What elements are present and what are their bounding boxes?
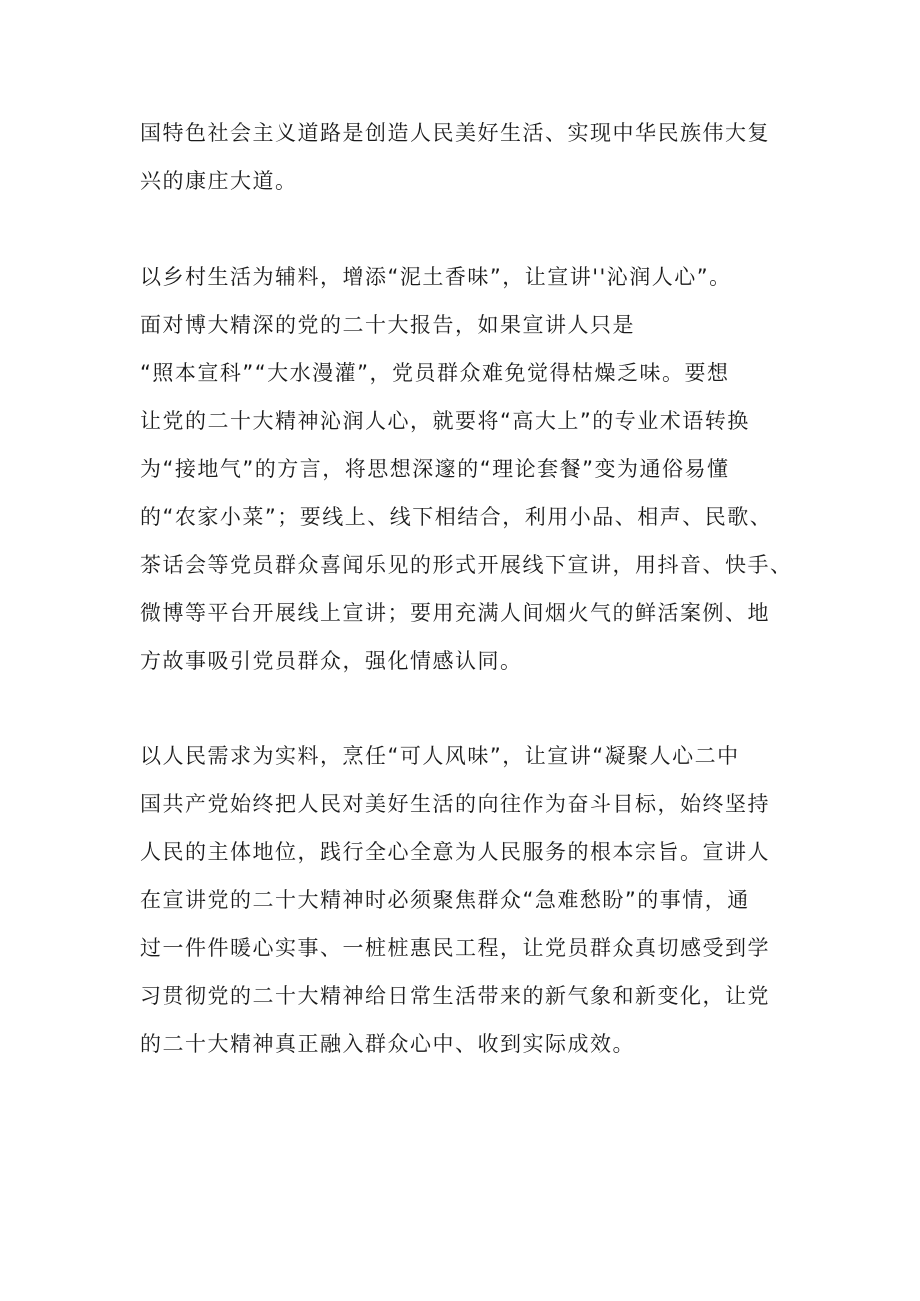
paragraph-2-line-1: 以乡村生活为辅料，增添“泥土香味”，让宣讲''沁润人心”。: [140, 265, 732, 289]
paragraph-1-line-2: 兴的康庄大道。: [140, 169, 298, 193]
paragraph-2-line-9: 方故事吸引党员群众，强化情感认同。: [140, 649, 523, 673]
paragraph-2-line-6: 的“农家小菜”；要线上、线下相结合，利用小品、相声、民歌、: [140, 505, 773, 529]
paragraph-2-line-7: 茶话会等党员群众喜闻乐见的形式开展线下宣讲，用抖音、快手、: [140, 553, 793, 577]
paragraph-3-line-7: 的二十大精神真正融入群众心中、收到实际成效。: [140, 1032, 635, 1056]
paragraph-3-line-4: 在宣讲党的二十大精神时必须聚焦群众“急难愁盼”的事情，通: [140, 888, 750, 912]
paragraph-3-line-1: 以人民需求为实料，烹任“可人风味”，让宣讲“凝聚人心二中: [140, 744, 740, 768]
paragraph-2-line-8: 微博等平台开展线上宣讲；要用充满人间烟火气的鲜活案例、地: [140, 601, 770, 625]
paragraph-2-line-2: 面对博大精深的党的二十大报告，如果宣讲人只是: [140, 313, 635, 337]
paragraph-2-line-3: “照本宣科”“大水漫灌”，党员群众难免觉得枯燥乏味。要想: [140, 361, 730, 385]
paragraph-3-line-5: 过一件件暖心实事、一桩桩惠民工程，让党员群众真切感受到学: [140, 936, 770, 960]
paragraph-2-line-5: 为“接地气”的方言，将思想深邃的“理论套餐”变为通俗易懂: [140, 457, 730, 481]
paragraph-3-line-6: 习贯彻党的二十大精神给日常生活带来的新气象和新变化，让党: [140, 984, 770, 1008]
paragraph-1-line-1: 国特色社会主义道路是创造人民美好生活、实现中华民族伟大复: [140, 121, 770, 145]
paragraph-3-line-2: 国共产党始终把人民对美好生活的向往作为奋斗目标，始终坚持: [140, 792, 770, 816]
paragraph-2-line-4: 让党的二十大精神沁润人心，就要将“高大上”的专业术语转换: [140, 409, 750, 433]
paragraph-3-line-3: 人民的主体地位，践行全心全意为人民服务的根本宗旨。宣讲人: [140, 840, 770, 864]
